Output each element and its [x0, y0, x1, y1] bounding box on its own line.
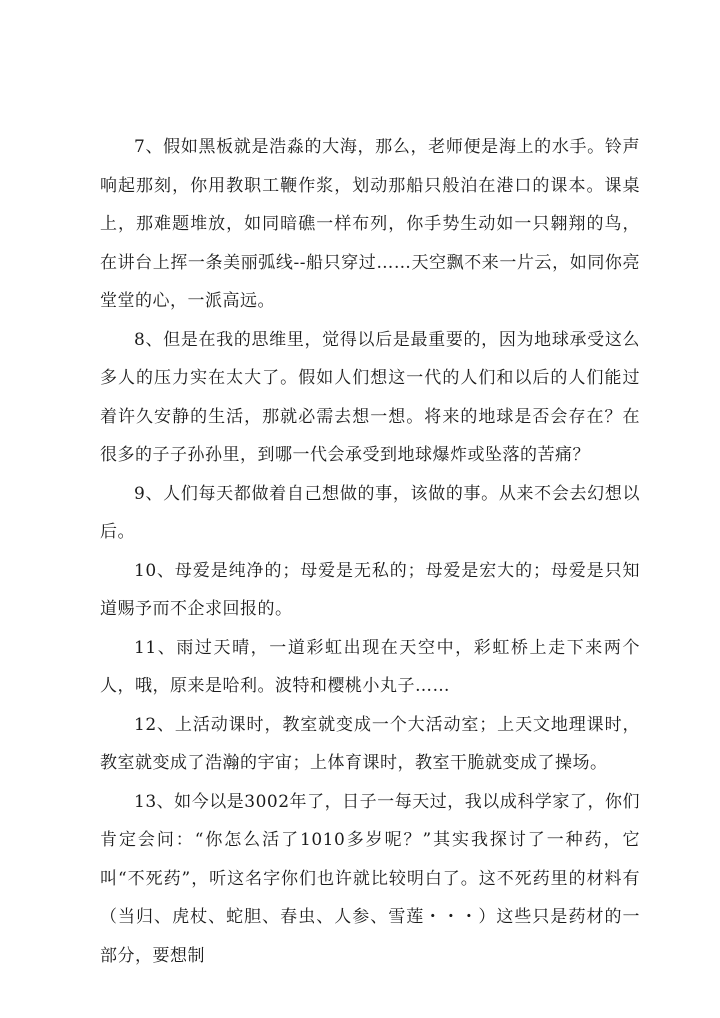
paragraph-11: 11、雨过天晴，一道彩虹出现在天空中，彩虹桥上走下来两个人，哦，原来是哈利。波特和樱桃小丸子……: [100, 637, 640, 696]
paragraph-7: 7、假如黑板就是浩淼的大海，那么，老师便是海上的水手。铃声响起那刻，你用教职工鞭作浆，划动那船只般泊在港口的课本。课桌上，那难题堆放，如同暗礁一样布列，你手势生动如一只翱翔的鸟，在讲台上挥一条美丽弧线--船只穿过……天空飘不来一片云，如同你亮堂堂的心，一派高远。: [100, 137, 640, 311]
paragraph-13: 13、如今以是3002年了，日子一每天过，我以成科学家了，你们肯定会问：“你怎么活了1010多岁呢？”其实我探讨了一种药，它叫“不死药”，听这名字你们也许就比较明白了。这不死药里的材料有（当归、虎杖、蛇胆、春虫、人参、雪莲・・・）这些只是药材的一部分，要想制: [100, 791, 640, 966]
paragraph-9: 9、人们每天都做着自己想做的事，该做的事。从来不会去幻想以后。: [100, 483, 640, 542]
paragraph-12: 12、上活动课时，教室就变成一个大活动室；上天文地理课时，教室就变成了浩瀚的宇宙；上体育课时，教室干脆就变成了操场。: [100, 714, 640, 773]
paragraph-10: 10、母爱是纯净的；母爱是无私的；母爱是宏大的；母爱是只知道赐予而不企求回报的。: [100, 560, 640, 619]
document-body: [100, 128, 640, 975]
paragraph-8: 8、但是在我的思维里，觉得以后是最重要的，因为地球承受这么多人的压力实在太大了。假如人们想这一代的人们和以后的人们能过着许久安静的生活，那就必需去想一想。将来的地球是否会存在？在很多的子子孙孙里，到哪一代会承受到地球爆炸或坠落的苦痛？: [100, 329, 640, 465]
